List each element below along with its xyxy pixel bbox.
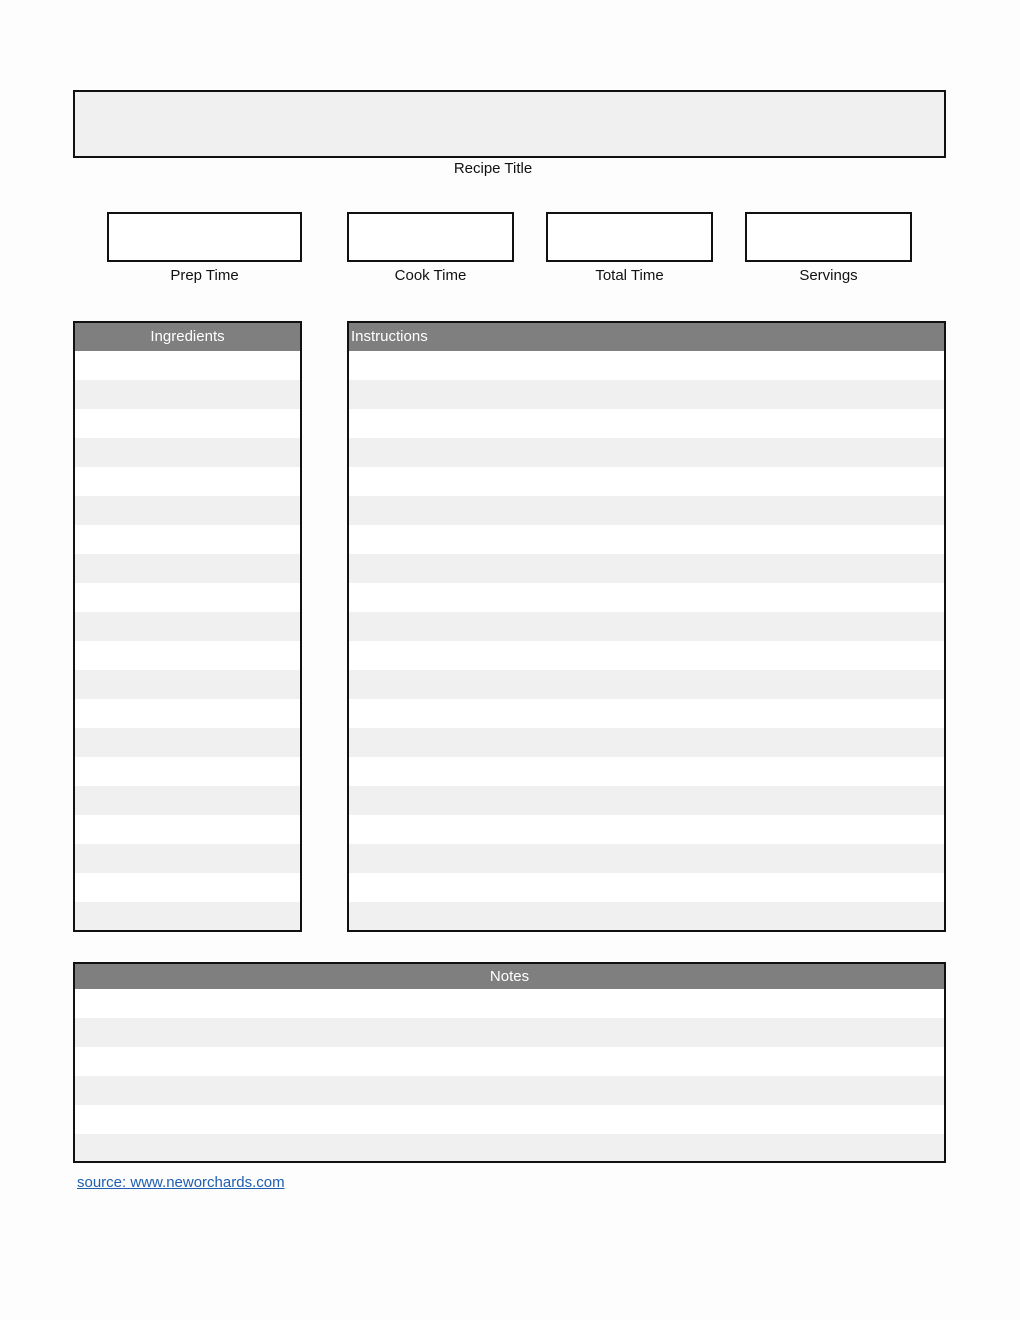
servings-field[interactable]	[745, 212, 912, 262]
instruction-row[interactable]	[349, 583, 944, 612]
instruction-row[interactable]	[349, 844, 944, 873]
instruction-row[interactable]	[349, 815, 944, 844]
ingredient-row[interactable]	[75, 786, 300, 815]
instructions-header: Instructions	[349, 323, 944, 351]
instruction-row[interactable]	[349, 699, 944, 728]
ingredients-panel	[73, 321, 302, 932]
servings-label: Servings	[799, 267, 858, 284]
cook-time-field[interactable]	[347, 212, 514, 262]
total-time-label: Total Time	[595, 267, 664, 284]
ingredient-row[interactable]	[75, 699, 300, 728]
instruction-row[interactable]	[349, 525, 944, 554]
ingredient-row[interactable]	[75, 583, 300, 612]
ingredient-row[interactable]	[75, 670, 300, 699]
note-row[interactable]	[75, 1047, 944, 1076]
instruction-row[interactable]	[349, 351, 944, 380]
instruction-row[interactable]	[349, 409, 944, 438]
ingredient-row[interactable]	[75, 728, 300, 757]
instruction-row[interactable]	[349, 902, 944, 931]
instruction-row[interactable]	[349, 786, 944, 815]
cook-time-label: Cook Time	[394, 267, 467, 284]
note-row[interactable]	[75, 1105, 944, 1134]
instruction-row[interactable]	[349, 873, 944, 902]
instruction-row[interactable]	[349, 641, 944, 670]
total-time-field[interactable]	[546, 212, 713, 262]
note-row[interactable]	[75, 1018, 944, 1047]
prep-time-label: Prep Time	[170, 267, 239, 284]
ingredient-row[interactable]	[75, 554, 300, 583]
prep-time-field[interactable]	[107, 212, 302, 262]
instruction-row[interactable]	[349, 496, 944, 525]
ingredient-row[interactable]	[75, 873, 300, 902]
note-row[interactable]	[75, 1134, 944, 1163]
notes-panel	[73, 962, 946, 1163]
instruction-row[interactable]	[349, 438, 944, 467]
ingredient-row[interactable]	[75, 902, 300, 931]
ingredient-row[interactable]	[75, 612, 300, 641]
ingredient-row[interactable]	[75, 438, 300, 467]
instruction-row[interactable]	[349, 728, 944, 757]
instruction-row[interactable]	[349, 670, 944, 699]
ingredient-row[interactable]	[75, 496, 300, 525]
recipe-title-label: Recipe Title	[453, 160, 533, 177]
ingredient-row[interactable]	[75, 525, 300, 554]
instructions-panel	[347, 321, 946, 932]
note-row[interactable]	[75, 989, 944, 1018]
ingredient-row[interactable]	[75, 409, 300, 438]
notes-header: Notes	[75, 964, 944, 989]
ingredient-row[interactable]	[75, 757, 300, 786]
ingredients-rows	[75, 351, 300, 931]
ingredient-row[interactable]	[75, 641, 300, 670]
ingredients-header: Ingredients	[75, 323, 300, 351]
note-row[interactable]	[75, 1076, 944, 1105]
instruction-row[interactable]	[349, 554, 944, 583]
source-link[interactable]: source: www.neworchards.com	[77, 1174, 285, 1191]
instruction-row[interactable]	[349, 612, 944, 641]
ingredient-row[interactable]	[75, 380, 300, 409]
instructions-rows	[349, 351, 944, 931]
notes-rows	[75, 989, 944, 1163]
ingredient-row[interactable]	[75, 351, 300, 380]
ingredient-row[interactable]	[75, 467, 300, 496]
instruction-row[interactable]	[349, 467, 944, 496]
instruction-row[interactable]	[349, 380, 944, 409]
recipe-title-field[interactable]	[73, 90, 946, 158]
ingredient-row[interactable]	[75, 844, 300, 873]
instruction-row[interactable]	[349, 757, 944, 786]
ingredient-row[interactable]	[75, 815, 300, 844]
